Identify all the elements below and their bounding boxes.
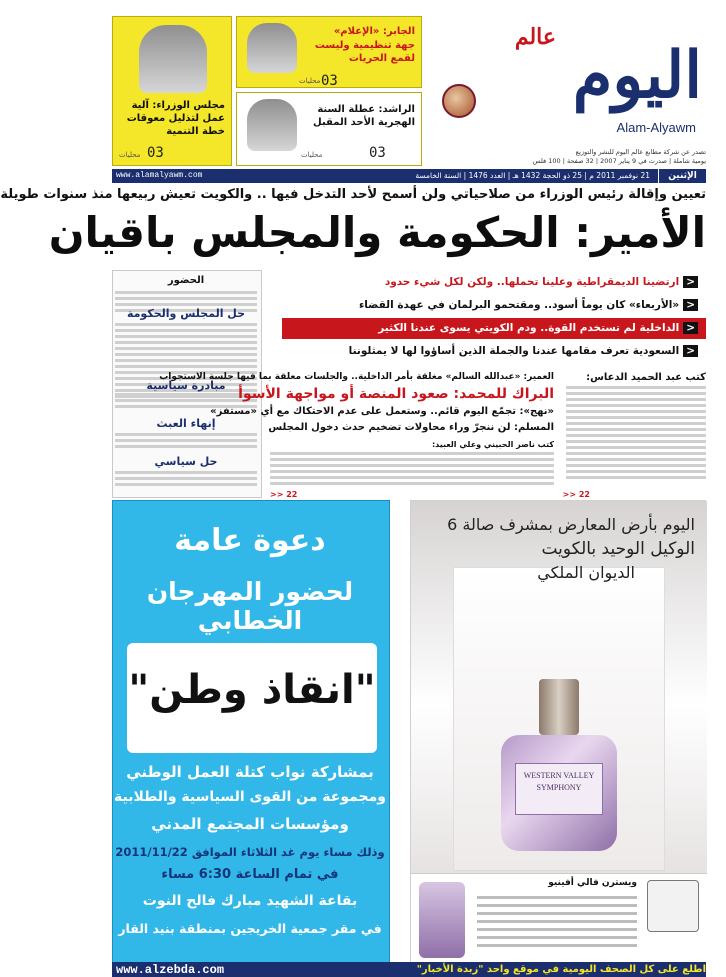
teaser-page: 03 <box>369 145 386 161</box>
column-heading: إنهاء العبث <box>156 417 216 430</box>
footer-text-line <box>477 936 637 939</box>
perfume-advertisement[interactable] <box>410 500 706 964</box>
article-deck: العمير: «عبدالله السالم» مغلقة بأمر الداخلية.. والجلسات معلقة بما فيها جلسة الاستجواب <box>159 372 554 382</box>
teaser-photo <box>247 23 297 73</box>
teaser-grid <box>112 16 422 166</box>
footer-text-line <box>477 920 637 923</box>
ad-line: اليوم بأرض المعارض بمشرف صالة 6 <box>447 515 695 534</box>
column-heading: مبادرة سياسية <box>146 379 226 392</box>
footer-text-line <box>477 912 637 915</box>
teaser-photo <box>139 25 207 93</box>
headline-strip: <«الأربعاء» كان يوماً أسود.. ومقتحمو البرلمان في عهدة القضاء <box>282 295 706 316</box>
perfume-thumbnail <box>419 882 465 958</box>
ad-callout-text: "انقاذ وطن" <box>128 667 376 713</box>
main-headline[interactable]: الأمير: الحكومة والمجلس باقيان <box>48 208 706 257</box>
article-bullet: «نهج»: تجمّع اليوم قائم.. وستعمل على عدم الاحتكاك مع أي «مستفز» <box>210 406 554 417</box>
footer-brand: ويسترن فالي أفينيو <box>548 878 637 888</box>
ad-callout <box>127 643 377 753</box>
globe-icon <box>442 84 476 118</box>
ad-line: لحضور المهرجان الخطابي <box>146 577 354 635</box>
aggregator-slogan: اطلع على كل الصحف اليومية في موقع واحد "زبدة الأخبار" <box>416 964 706 975</box>
perfume-brand: WESTERN VALLEY <box>523 771 595 780</box>
headline-strip: <ارتضينا الديمقراطية وعلينا تحملها.. ولكن لكل شيء حدود <box>282 272 706 293</box>
ad-line: الوكيل الوحيد بالكويت <box>541 539 695 559</box>
perfume-cap <box>539 679 579 735</box>
ad-line: بمشاركة نواب كتلة العمل الوطني <box>126 763 374 781</box>
teaser-cabinet[interactable] <box>112 16 232 166</box>
website-link[interactable]: www.alamalyawm.com <box>116 171 203 180</box>
weekday-label: الإثنين <box>658 169 706 183</box>
teaser-headline-red: الجابر: «الإعلام» <box>333 26 415 37</box>
ad-line: ومجموعة من القوى السياسية والطلابية <box>114 789 386 805</box>
newspaper-logo[interactable] <box>436 18 706 148</box>
continued-link[interactable]: >> 22 <box>562 490 590 499</box>
teaser-page: 03 <box>321 73 338 89</box>
horse-logo-icon <box>647 880 699 932</box>
article-subhead[interactable]: البراك للمحمد: صعود المنصة أو مواجهة الأسوأ <box>238 386 554 402</box>
teaser-tag: محليات <box>301 151 323 159</box>
teaser-headline: الراشد: عطلة السنة الهجرية الأحد المقبل <box>313 104 415 128</box>
continued-link[interactable]: >> 22 <box>270 490 298 499</box>
article-bullet: المسلم: لن ننجرّ وراء محاولات تضخيم حدث دخول المجلس <box>268 422 554 433</box>
ad-footer <box>411 873 707 965</box>
rally-advertisement[interactable] <box>112 500 390 964</box>
headline-kicker: تعيين وإقالة رئيس الوزراء من صلاحياتي ولن أسمح لأحد التدخل فيها .. والكويت تعيش ربيعها منذ سنوات طويلة <box>0 187 706 202</box>
ad-line: في تمام الساعة 6:30 مساء <box>161 867 339 882</box>
teaser-info[interactable] <box>236 16 422 88</box>
headline-strip: <السعودية تعرف مقامها عندنا والجملة الذين أساؤوا لها لا يمثلوننا <box>282 341 706 362</box>
strip-text: ارتضينا الديمقراطية وعلينا تحملها.. ولكن لكل شيء حدود <box>384 276 680 288</box>
article-body <box>566 386 706 486</box>
footer-text-line <box>477 944 637 947</box>
teaser-headline: جهة تنظيمية وليست لقمع الحريات <box>314 40 415 64</box>
column-text <box>115 433 257 451</box>
column-text <box>115 471 257 489</box>
strip-text: السعودية تعرف مقامها عندنا والجملة الذين أساؤوا لها لا يمثلوننا <box>348 345 680 357</box>
teaser-holiday[interactable] <box>236 92 422 166</box>
article-body <box>270 452 554 488</box>
teaser-headline: مجلس الوزراء: آلية عمل لتذليل معوقات خطة التنمية <box>126 100 225 137</box>
strip-text: «الأربعاء» كان يوماً أسود.. ومقتحمو البرلمان في عهدة القضاء <box>358 299 680 311</box>
logo-small-word: عالم <box>514 24 556 50</box>
teaser-photo <box>247 99 297 151</box>
logo-latin: Alam-Alyawm <box>616 120 696 135</box>
teaser-tag: محليات <box>119 151 141 159</box>
ad-line: الديوان الملكي <box>537 563 635 582</box>
ad-line: بقاعة الشهيد مبارك فالح النوت <box>142 893 358 909</box>
left-column <box>112 270 262 498</box>
ad-line: وذلك مساء يوم غد الثلاثاء الموافق 2011/11/22 <box>115 845 385 859</box>
ad-line: في مقر جمعية الخريجين بمنطقة بنيد القار <box>118 921 382 936</box>
teaser-page: 03 <box>147 145 164 161</box>
article-byline: كتب عبد الحميد الدعاس: <box>586 372 706 383</box>
issue-info: 21 نوفمبر 2011 م | 25 ذو الحجة 1432 هـ | العدد 1476 | السنة الخامسة <box>415 171 650 180</box>
teaser-tag: محليات <box>299 77 321 85</box>
ad-line: ومؤسسات المجتمع المدني <box>151 815 349 833</box>
footer-text-line <box>477 904 637 907</box>
ad-line: دعوة عامة <box>174 523 326 558</box>
publisher-line: تصدر عن شركة مطابع عالم اليوم للنشر والتوزيع <box>575 148 706 156</box>
headline-strip: <الداخلية لم تستخدم القوة.. ودم الكويتي يسوى عندنا الكثير <box>282 318 706 339</box>
publisher-info <box>436 148 706 166</box>
column-heading: الحضور <box>167 275 205 286</box>
article-writer: كتب ناصر الحبيني وعلي العبيد: <box>431 440 554 449</box>
perfume-label <box>515 763 603 815</box>
aggregator-link[interactable]: www.alzebda.com <box>116 963 225 977</box>
footer-text-line <box>477 928 637 931</box>
column-heading: حل سياسي <box>154 455 218 468</box>
perfume-sub: SYMPHONY <box>536 783 582 792</box>
publisher-line: يومية شاملة | صدرت في 9 يناير 2007 | 32 صفحة | 100 فلس <box>532 157 706 165</box>
logo-main-word: اليوم <box>572 38 702 113</box>
column-heading: حل المجلس والحكومة <box>126 307 246 320</box>
footer-text-line <box>477 896 637 899</box>
strip-text: الداخلية لم تستخدم القوة.. ودم الكويتي يسوى عندنا الكثير <box>378 322 680 334</box>
